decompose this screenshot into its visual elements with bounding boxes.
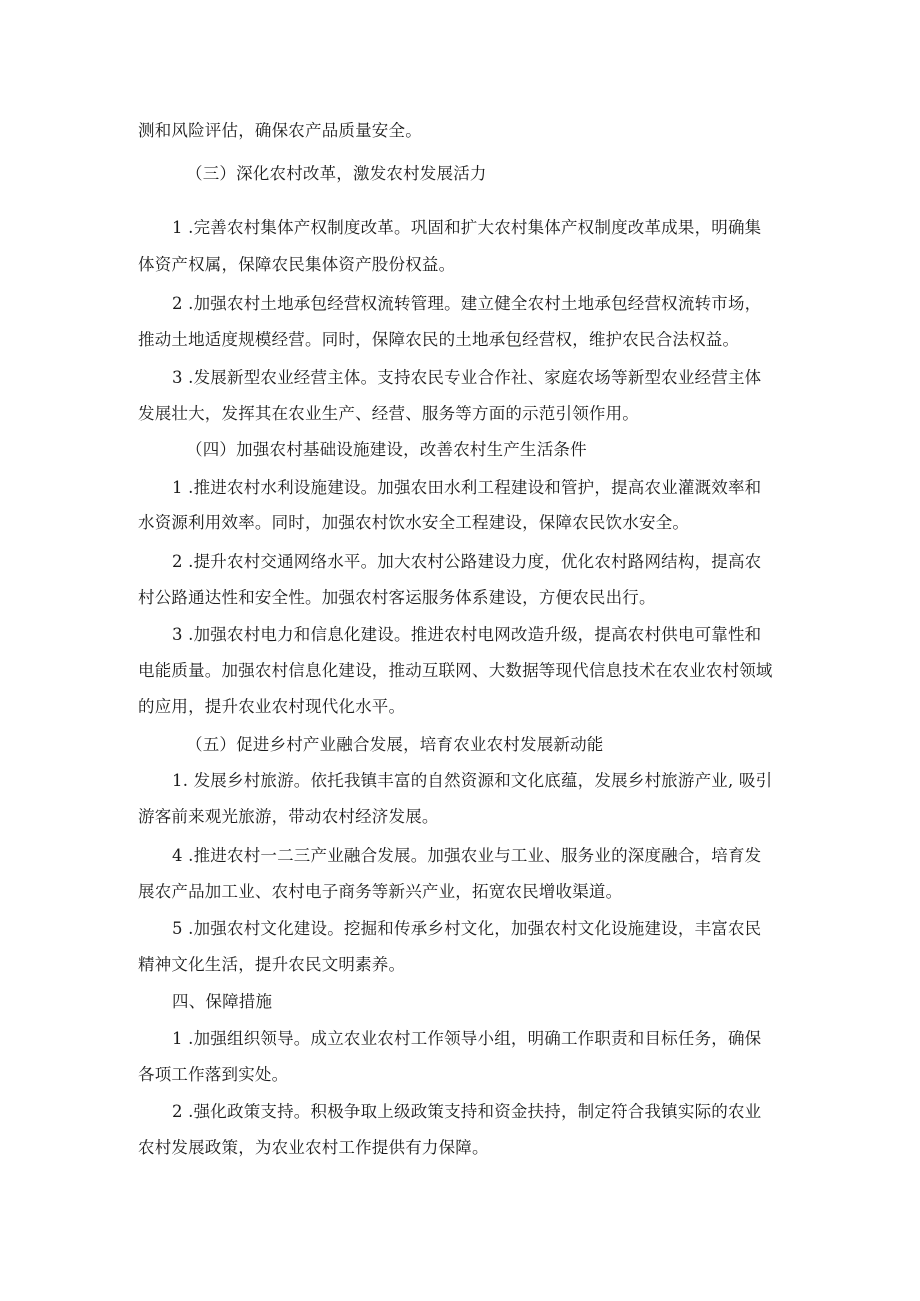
- paragraph-line: 2 .提升农村交通网络水平。加大农村公路建设力度，优化农村路网结构，提高农: [172, 552, 762, 571]
- section-heading: （四）加强农村基础设施建设，改善农村生产生活条件: [186, 440, 587, 459]
- paragraph-line: 精神文化生活，提升农民文明素养。: [138, 955, 406, 974]
- paragraph-line: 发展壮大，发挥其在农业生产、经营、服务等方面的示范引领作用。: [138, 404, 639, 423]
- paragraph-line: 1. 发展乡村旅游。依托我镇丰富的自然资源和文化底蕴，发展乡村旅游产业, 吸引: [172, 771, 773, 790]
- paragraph-line: 体资产权属，保障农民集体资产股份权益。: [138, 255, 456, 274]
- paragraph-line: 游客前来观光旅游，带动农村经济发展。: [138, 807, 439, 826]
- paragraph-line: 2 .强化政策支持。积极争取上级政策支持和资金扶持，制定符合我镇实际的农业: [172, 1102, 762, 1121]
- paragraph-line: 2 .加强农村土地承包经营权流转管理。建立健全农村土地承包经营权流转市场，: [172, 294, 762, 313]
- section-heading: （三）深化农村改革，激发农村发展活力: [186, 164, 487, 183]
- section-heading: （五）促进乡村产业融合发展，培育农业农村发展新动能: [186, 735, 604, 754]
- paragraph-line: 各项工作落到实处。: [138, 1065, 289, 1084]
- paragraph-line: 1 .完善农村集体产权制度改革。巩固和扩大农村集体产权制度改革成果，明确集: [172, 218, 762, 237]
- paragraph-line: 4 .推进农村一二三产业融合发展。加强农业与工业、服务业的深度融合，培育发: [172, 846, 762, 865]
- paragraph-line: 水资源利用效率。同时，加强农村饮水安全工程建设，保障农民饮水安全。: [138, 513, 690, 532]
- paragraph-line: 展农产品加工业、农村电子商务等新兴产业，拓宽农民增收渠道。: [138, 882, 623, 901]
- paragraph-line: 推动土地适度规模经营。同时，保障农民的土地承包经营权，维护农民合法权益。: [138, 330, 740, 349]
- paragraph-line: 1 .加强组织领导。成立农业农村工作领导小组，明确工作职责和目标任务，确保: [172, 1029, 762, 1048]
- paragraph-line: 的应用，提升农业农村现代化水平。: [138, 697, 406, 716]
- paragraph-line: 电能质量。加强农村信息化建设，推动互联网、大数据等现代信息技术在农业农村领域: [138, 661, 773, 680]
- paragraph-line: 3 .加强农村电力和信息化建设。推进农村电网改造升级，提高农村供电可靠性和: [172, 625, 762, 644]
- paragraph-line: 农村发展政策，为农业农村工作提供有力保障。: [138, 1138, 489, 1157]
- paragraph-line: 村公路通达性和安全性。加强农村客运服务体系建设，方便农民出行。: [138, 588, 656, 607]
- paragraph-line: 3 .发展新型农业经营主体。支持农民专业合作社、家庭农场等新型农业经营主体: [172, 368, 762, 387]
- paragraph-line: 1 .推进农村水利设施建设。加强农田水利工程建设和管护，提高农业灌溉效率和: [172, 478, 762, 497]
- section-heading: 四、保障措施: [172, 992, 273, 1011]
- paragraph-line: 测和风险评估，确保农产品质量安全。: [138, 121, 422, 140]
- paragraph-line: 5 .加强农村文化建设。挖掘和传承乡村文化，加强农村文化设施建设，丰富农民: [172, 919, 762, 938]
